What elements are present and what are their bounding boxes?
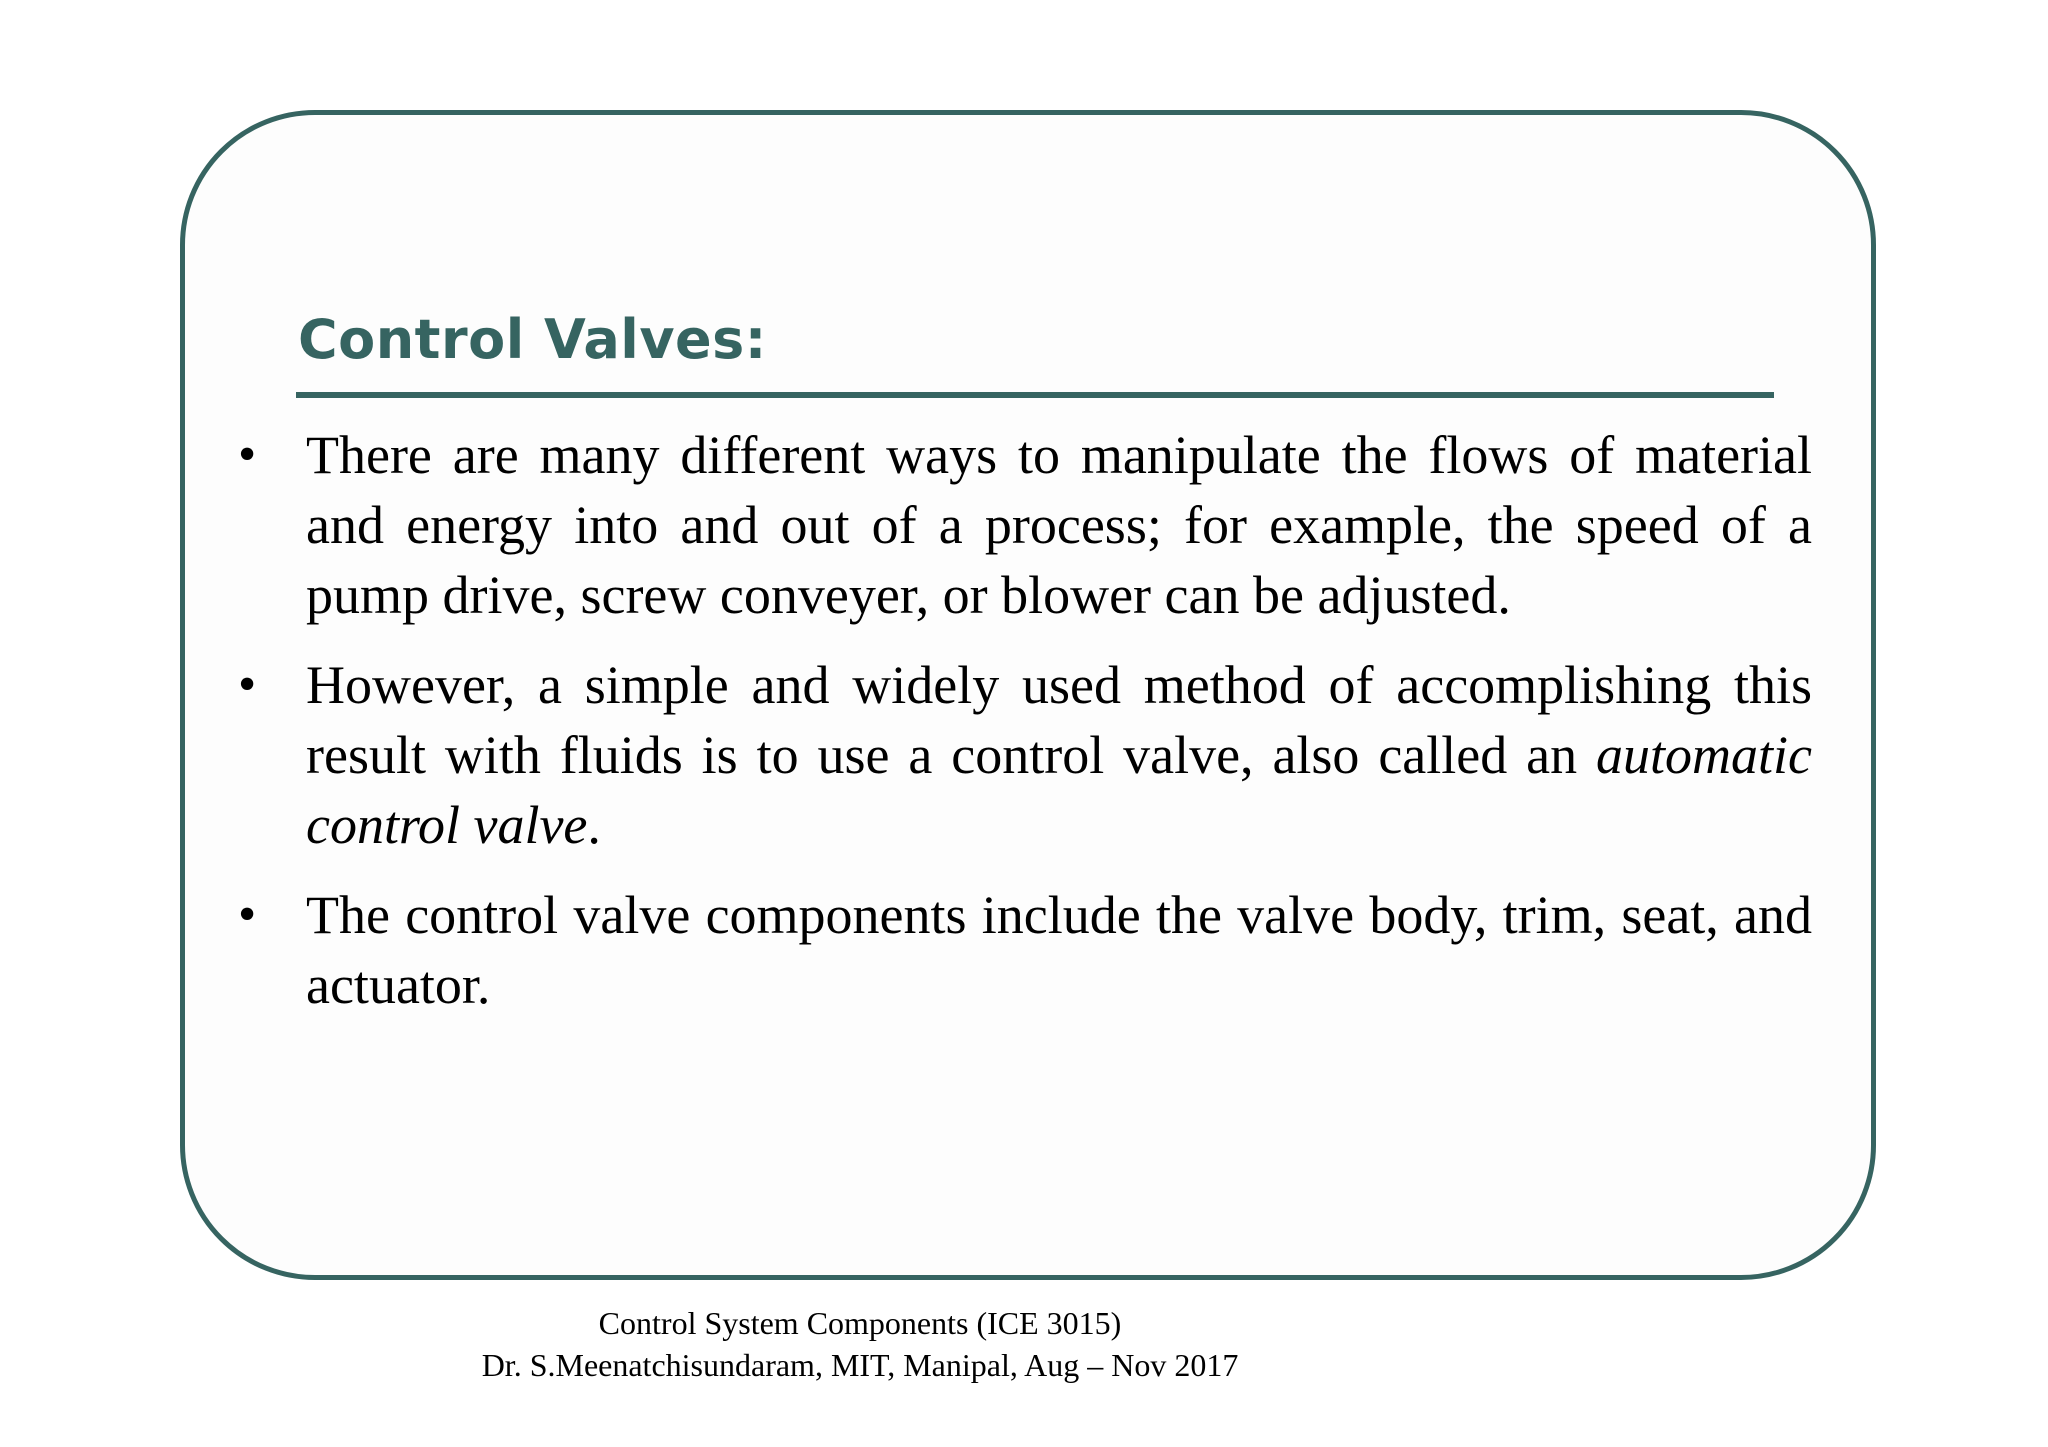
bullet-item (238, 880, 1812, 1020)
bullet-dot-icon: • (238, 656, 257, 713)
slide-footer (0, 1302, 1720, 1386)
bullet-text: The control valve components include the valve body, trim, seat, and actuator. (306, 885, 1812, 1015)
bullet-text-main: However, a simple and widely used method of accomplishing this result with fluids is to use a control valve, also called an (306, 655, 1812, 785)
bullet-text-end: . (587, 795, 601, 855)
bullet-item (238, 650, 1812, 860)
footer-course: Control System Components (ICE 3015) (598, 1305, 1122, 1341)
title-underline (296, 392, 1774, 398)
footer-author: Dr. S.Meenatchisundaram, MIT, Manipal, Aug – Nov 2017 (481, 1347, 1239, 1383)
bullet-text: There are many different ways to manipulate the flows of material and energy into and out of a process; for example, the speed of a pump drive, screw conveyer, or blower can be adjusted. (306, 425, 1812, 625)
bullet-text (306, 650, 1812, 860)
slide-title: Control Valves: (298, 308, 767, 371)
bullet-list (238, 420, 1812, 1040)
bullet-text-italic: automatic control valve (306, 725, 1812, 855)
bullet-dot-icon: • (238, 886, 257, 943)
bullet-dot-icon: • (238, 426, 257, 483)
bullet-item (238, 420, 1812, 630)
